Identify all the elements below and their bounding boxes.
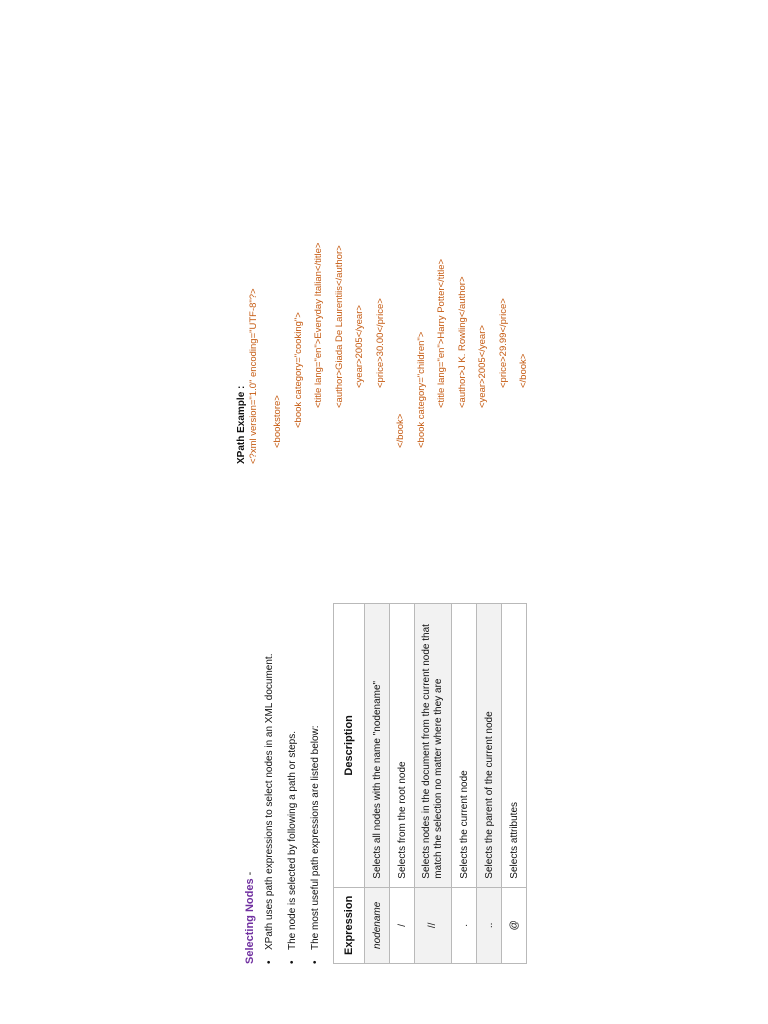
selecting-nodes-title-text: Selecting Nodes	[244, 878, 256, 964]
code-line: <bookstore>	[272, 395, 283, 448]
bullet-item	[287, 524, 298, 964]
bullet-text: The most useful path expressions are listed below:	[310, 725, 321, 950]
header-expression: Expression	[334, 887, 365, 963]
code-line: </book>	[518, 353, 529, 388]
xpath-example-section	[236, 64, 535, 464]
code-line: <year>2005</year>	[354, 305, 365, 388]
expression-cell: ..	[477, 887, 502, 963]
header-description: Description	[334, 604, 365, 888]
bullet-dot-icon: •	[310, 960, 321, 964]
expressions-table	[333, 603, 527, 964]
expression-cell: .	[452, 887, 477, 963]
bullet-dot-icon: •	[264, 960, 275, 964]
bullet-text: XPath uses path expressions to select nodes in an XML document.	[264, 653, 275, 950]
bullet-list	[264, 524, 321, 964]
table-row	[477, 604, 502, 964]
table-row	[365, 604, 390, 964]
bullet-item	[310, 524, 321, 964]
code-line-xml-decl: <?xml version="1.0" encoding="UTF-8"?>	[248, 288, 259, 464]
code-line: <book category="children">	[415, 331, 427, 448]
expression-cell: //	[415, 887, 452, 963]
description-cell: Selects all nodes with the name "nodename"	[365, 604, 390, 888]
bullet-dot-icon: •	[287, 960, 298, 964]
code-line: <year>2005</year>	[477, 325, 488, 408]
expression-cell: nodename	[365, 887, 390, 963]
description-cell: Selects the parent of the current node	[477, 604, 502, 888]
code-line: <book category="cooking">	[292, 312, 304, 428]
code-line: <author>J K. Rowling</author>	[456, 276, 468, 408]
expression-cell: /	[390, 887, 415, 963]
table-header-row	[334, 604, 365, 964]
description-cell: Selects attributes	[502, 604, 527, 888]
description-cell: Selects nodes in the document from the current node that match the selection no matter where they are	[415, 604, 452, 888]
table-row	[390, 604, 415, 964]
expression-cell: @	[502, 887, 527, 963]
description-cell: Selects from the root node	[390, 604, 415, 888]
table-row	[452, 604, 477, 964]
title-dash: -	[244, 871, 256, 879]
selecting-nodes-section	[244, 524, 527, 964]
selecting-nodes-title	[244, 524, 256, 964]
table-row	[415, 604, 452, 964]
table-row	[502, 604, 527, 964]
code-line: <title lang="en">Harry Potter</title>	[436, 258, 447, 408]
xpath-example-title: XPath Example :	[236, 385, 247, 464]
code-line: </book>	[395, 413, 406, 448]
code-line: <price>30.00</price>	[374, 298, 386, 388]
code-line: <price>29.99</price>	[497, 298, 509, 388]
bullet-text: The node is selected by following a path or steps.	[287, 730, 298, 950]
code-line: <title lang="en">Everyday Italian</title>	[313, 242, 324, 408]
description-cell: Selects the current node	[452, 604, 477, 888]
code-line: <author>Giada De Laurentiis</author>	[333, 245, 345, 408]
bullet-item	[264, 524, 275, 964]
